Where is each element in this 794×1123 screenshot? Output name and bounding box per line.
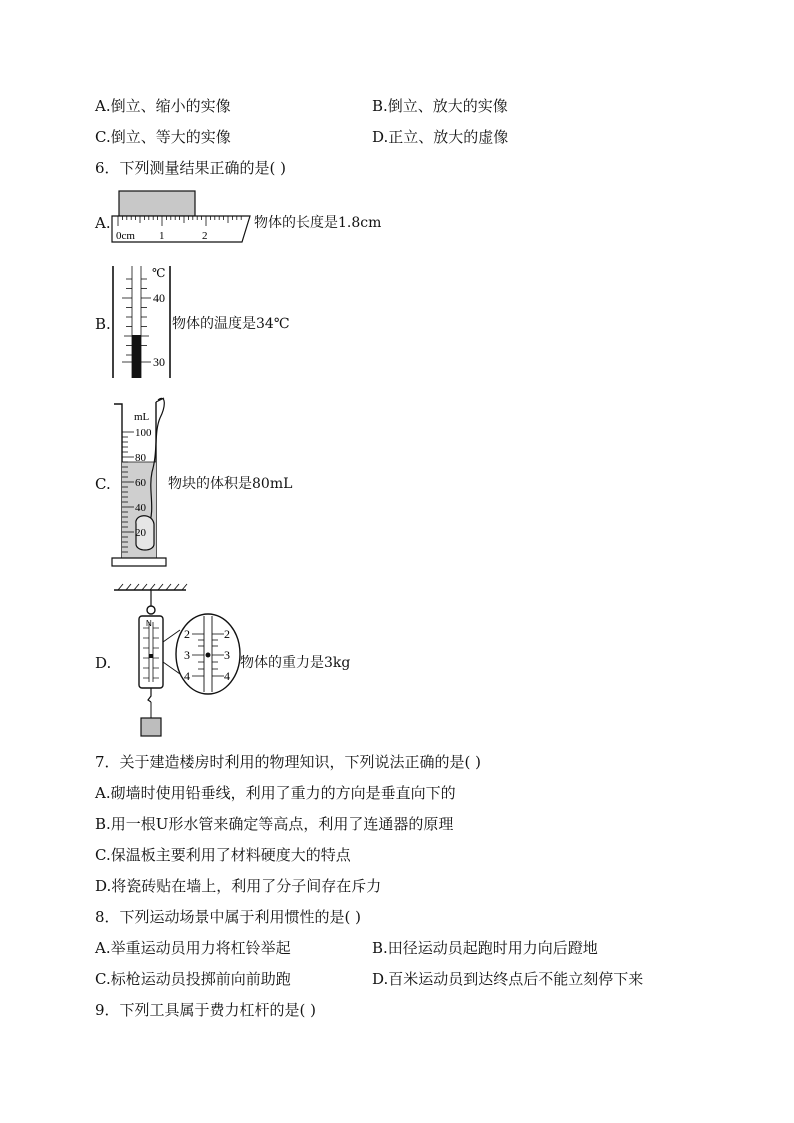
q8-option-d: D.百米运动员到达终点后不能立刻停下来 bbox=[372, 970, 644, 988]
q7-option-b: B.用一根U形水管来确定等高点，利用了连通器的原理 bbox=[95, 815, 454, 833]
zoom-label-left-3: 3 bbox=[184, 648, 190, 662]
q6-option-d-text: 物体的重力是3kg bbox=[240, 655, 351, 671]
ruler-label-0: 0cm bbox=[116, 230, 135, 242]
cylinder-label-80: 80 bbox=[135, 452, 146, 464]
thermometer-label-40: 40 bbox=[153, 291, 165, 305]
scale-unit: N bbox=[146, 619, 152, 628]
cylinder-base bbox=[112, 558, 166, 566]
zoom-label-left-2: 2 bbox=[184, 627, 190, 641]
q5-option-a: A.倒立、缩小的实像 bbox=[95, 97, 231, 115]
ruler-label-1: 1 bbox=[159, 230, 165, 242]
q6-option-a-letter: A. bbox=[95, 214, 111, 232]
q7-option-a: A.砌墙时使用铅垂线，利用了重力的方向是垂直向下的 bbox=[95, 784, 456, 802]
measuring-cylinder-figure bbox=[108, 392, 170, 578]
q5-option-d: D.正立、放大的虚像 bbox=[372, 128, 509, 146]
cylinder-label-100: 100 bbox=[135, 427, 152, 439]
spring-scale-figure bbox=[108, 582, 244, 742]
q6-stem: 6．下列测量结果正确的是( ) bbox=[95, 159, 287, 177]
cylinder-label-60: 60 bbox=[135, 477, 146, 489]
q9-stem: 9．下列工具属于费力杠杆的是( ) bbox=[95, 1001, 317, 1019]
zoom-label-left-4: 4 bbox=[184, 669, 190, 683]
scale-ring bbox=[147, 606, 155, 614]
thermometer-liquid-column bbox=[132, 335, 141, 378]
measured-block bbox=[119, 191, 195, 216]
q5-option-c: C.倒立、等大的实像 bbox=[95, 128, 231, 146]
q6-option-a-text: 物体的长度是1.8cm bbox=[254, 215, 382, 231]
hanging-object bbox=[141, 718, 161, 736]
cylinder-unit: mL bbox=[134, 411, 150, 423]
zoom-label-right-4: 4 bbox=[224, 669, 230, 683]
q6-option-d-letter: D. bbox=[95, 654, 112, 672]
zoom-label-right-3: 3 bbox=[224, 648, 230, 662]
thermometer-figure bbox=[108, 262, 176, 382]
q5-option-b: B.倒立、放大的实像 bbox=[372, 97, 508, 115]
scale-pointer bbox=[149, 654, 153, 658]
q6-option-b-text: 物体的温度是34℃ bbox=[172, 316, 290, 332]
ruler-label-2: 2 bbox=[202, 230, 208, 242]
q8-option-a: A.举重运动员用力将杠铃举起 bbox=[95, 939, 291, 957]
q6-option-c-letter: C. bbox=[95, 475, 111, 493]
q7-option-c: C.保温板主要利用了材料硬度大的特点 bbox=[95, 846, 351, 864]
ruler-figure bbox=[108, 188, 258, 254]
thermometer-label-30: 30 bbox=[153, 355, 165, 369]
q8-option-c: C.标枪运动员投掷前向前助跑 bbox=[95, 970, 291, 988]
cylinder-label-40: 40 bbox=[135, 502, 146, 514]
q8-option-b: B.田径运动员起跑时用力向后蹬地 bbox=[372, 939, 598, 957]
thermometer-unit: ℃ bbox=[152, 266, 166, 280]
cylinder-label-20: 20 bbox=[135, 527, 146, 539]
zoom-pointer bbox=[206, 653, 211, 658]
q6-option-b-letter: B. bbox=[95, 315, 111, 333]
q8-stem: 8．下列运动场景中属于利用惯性的是( ) bbox=[95, 908, 362, 926]
q7-stem: 7．关于建造楼房时利用的物理知识，下列说法正确的是( ) bbox=[95, 753, 482, 771]
zoom-label-right-2: 2 bbox=[224, 627, 230, 641]
scale-hook bbox=[148, 688, 151, 702]
q6-option-c-text: 物块的体积是80mL bbox=[168, 476, 293, 492]
q7-option-d: D.将瓷砖贴在墙上，利用了分子间存在斥力 bbox=[95, 877, 382, 895]
